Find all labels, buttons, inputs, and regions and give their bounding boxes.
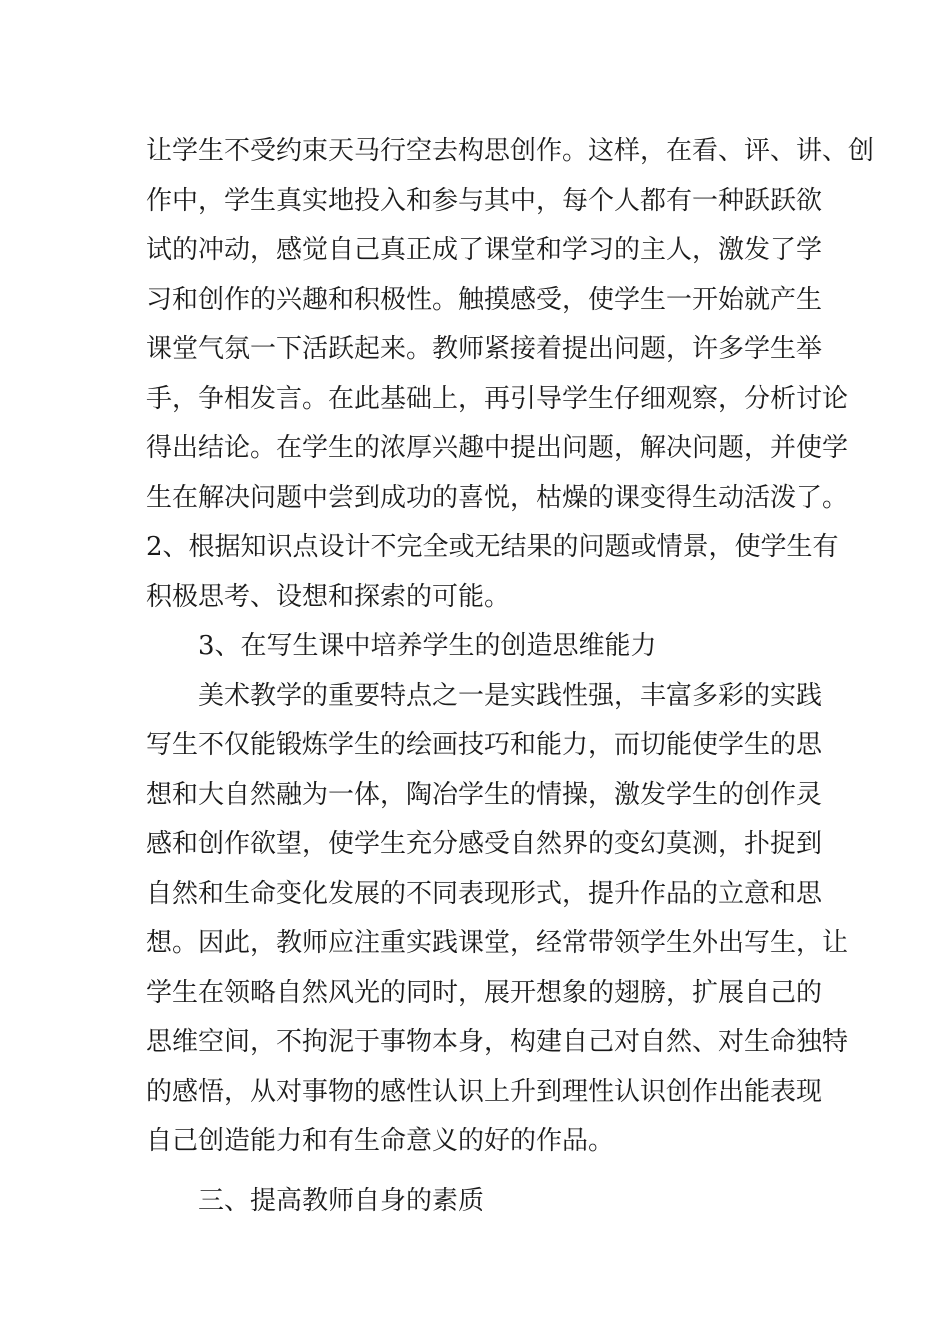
paragraph-line: 学生在领略自然风光的同时，展开想象的翅膀，扩展自己的 bbox=[146, 977, 823, 1008]
subheading: 3、在写生课中培养学生的创造思维能力 bbox=[198, 631, 657, 661]
list-item-line: 积极思考、设想和探索的可能。 bbox=[146, 581, 511, 612]
paragraph-line: 的感悟，从对事物的感性认识上升到理性认识创作出能表现 bbox=[146, 1076, 823, 1107]
paragraph-line: 写生不仅能锻炼学生的绘画技巧和能力，而切能使学生的思 bbox=[146, 730, 823, 760]
paragraph-line: 自己创造能力和有生命意义的好的作品。 bbox=[146, 1126, 615, 1156]
paragraph-line: 想。因此，教师应注重实践课堂，经常带领学生外出写生，让 bbox=[146, 928, 849, 958]
paragraph-line: 试的冲动，感觉自己真正成了课堂和学习的主人，激发了学 bbox=[146, 235, 823, 265]
paragraph-line: 想和大自然融为一体，陶冶学生的情操，激发学生的创作灵 bbox=[146, 779, 823, 810]
paragraph-line: 课堂气氛一下活跃起来。教师紧接着提出问题，许多学生举 bbox=[146, 334, 823, 364]
paragraph-line: 习和创作的兴趣和积极性。触摸感受，使学生一开始就产生 bbox=[146, 284, 823, 315]
paragraph-line: 思维空间，不拘泥于事物本身，构建自己对自然、对生命独特 bbox=[146, 1027, 849, 1057]
paragraph-line: 感和创作欲望，使学生充分感受自然界的变幻莫测，扑捉到 bbox=[146, 829, 823, 859]
paragraph-line: 美术教学的重要特点之一是实践性强，丰富多彩的实践 bbox=[198, 680, 823, 711]
paragraph-line: 作中，学生真实地投入和参与其中，每个人都有一种跃跃欲 bbox=[146, 185, 823, 216]
list-item-line: 2、根据知识点设计不完全或无结果的问题或情景，使学生有 bbox=[146, 532, 839, 562]
paragraph-line: 手，争相发言。在此基础上，再引导学生仔细观察，分析讨论 bbox=[146, 383, 849, 414]
paragraph-line: 生在解决问题中尝到成功的喜悦，枯燥的课变得生动活泼了。 bbox=[146, 482, 849, 513]
section-heading: 三、提高教师自身的素质 bbox=[198, 1185, 485, 1216]
document-body bbox=[146, 127, 875, 1226]
paragraph-line: 让学生不受约束天马行空去构思创作。这样，在看、评、讲、创 bbox=[146, 136, 875, 166]
paragraph-line: 自然和生命变化发展的不同表现形式，提升作品的立意和思 bbox=[146, 878, 823, 909]
paragraph-line: 得出结论。在学生的浓厚兴趣中提出问题，解决问题，并使学 bbox=[146, 433, 849, 463]
